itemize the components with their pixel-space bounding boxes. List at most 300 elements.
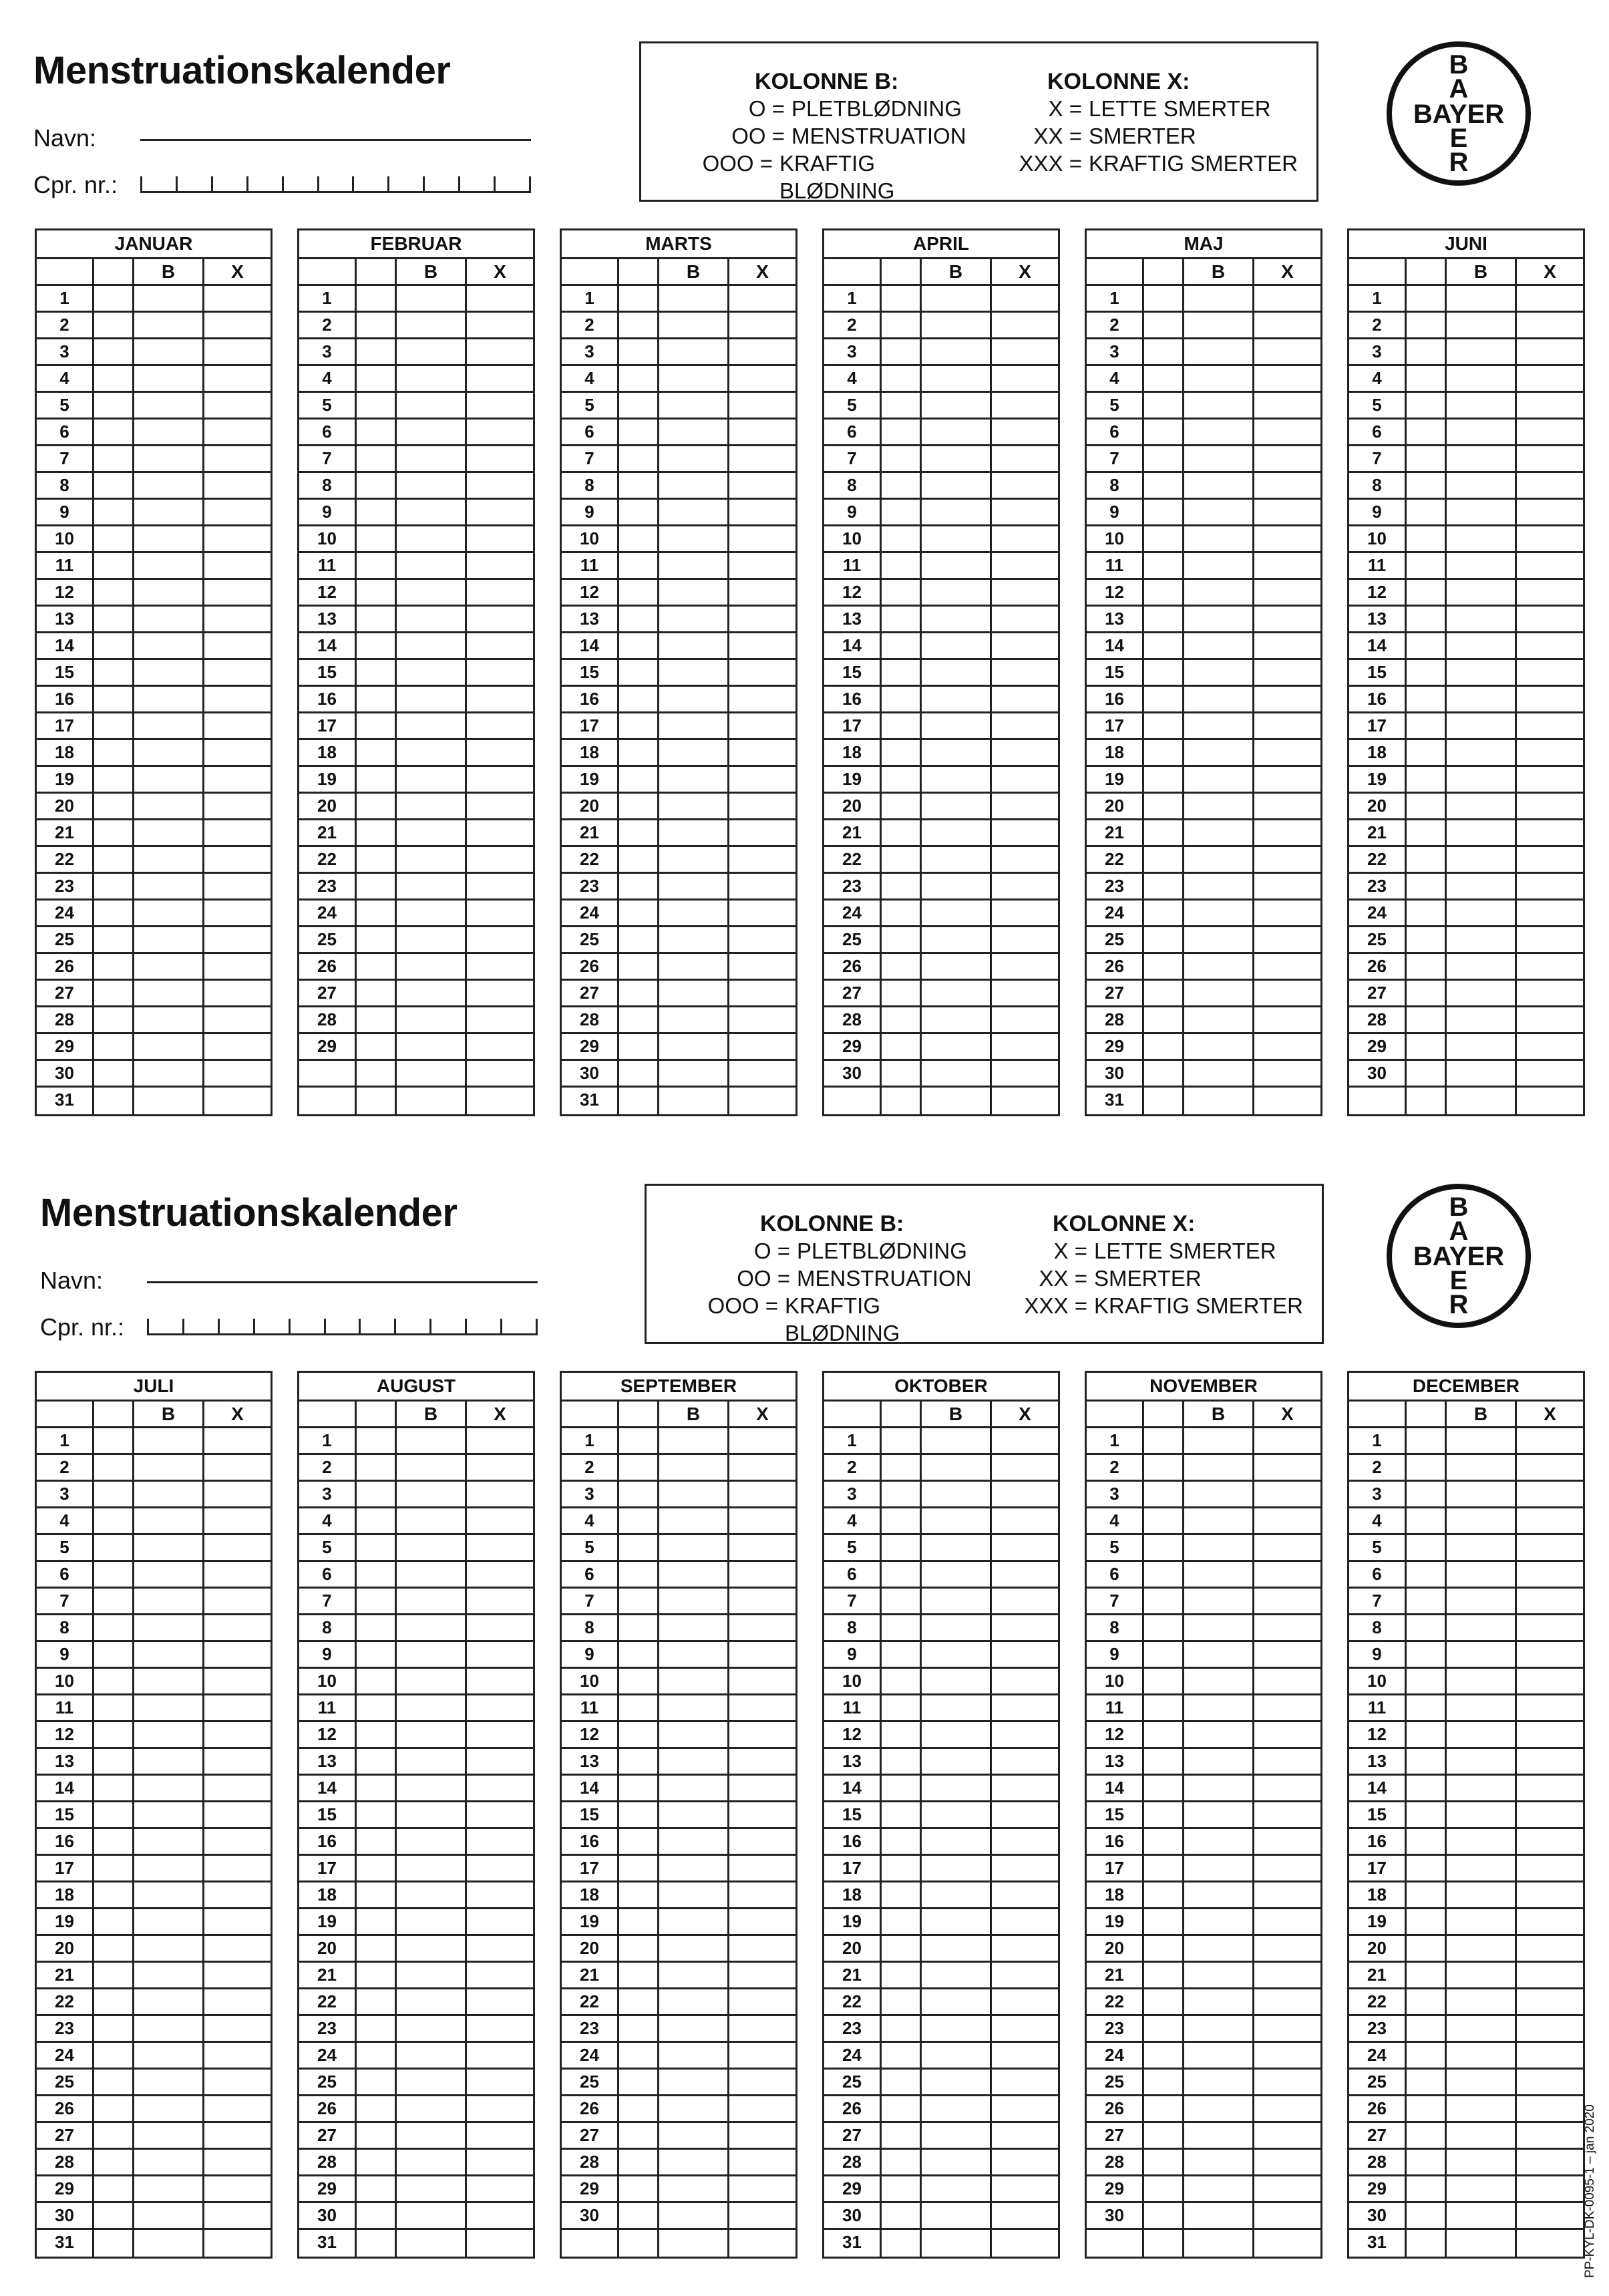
day-cell[interactable]: [94, 1482, 134, 1506]
column-b-cell[interactable]: [397, 1642, 467, 1667]
column-x-cell[interactable]: [1254, 2203, 1320, 2228]
day-cell[interactable]: [1144, 1749, 1184, 1774]
column-b-cell[interactable]: [922, 1061, 992, 1086]
day-cell[interactable]: [94, 874, 134, 898]
column-x-cell[interactable]: [729, 927, 795, 952]
day-cell[interactable]: [1407, 2176, 1447, 2201]
column-b-cell[interactable]: [134, 446, 204, 471]
column-b-cell[interactable]: [134, 1695, 204, 1720]
column-b-cell[interactable]: [134, 526, 204, 551]
column-x-cell[interactable]: [467, 660, 533, 685]
column-x-cell[interactable]: [729, 2176, 795, 2201]
column-b-cell[interactable]: [1184, 366, 1254, 391]
day-cell[interactable]: [357, 820, 397, 845]
day-cell[interactable]: [882, 1455, 922, 1480]
column-x-cell[interactable]: [467, 313, 533, 337]
day-cell[interactable]: [1407, 1007, 1447, 1032]
column-b-cell[interactable]: [922, 393, 992, 418]
day-cell[interactable]: [357, 1088, 397, 1114]
column-x-cell[interactable]: [729, 1589, 795, 1613]
column-x-cell[interactable]: [992, 2123, 1058, 2148]
day-cell[interactable]: [619, 1989, 659, 2014]
column-x-cell[interactable]: [992, 553, 1058, 578]
day-cell[interactable]: [882, 1088, 922, 1114]
column-b-cell[interactable]: [922, 1562, 992, 1587]
column-x-cell[interactable]: [1517, 1482, 1583, 1506]
day-cell[interactable]: [94, 473, 134, 498]
column-x-cell[interactable]: [467, 526, 533, 551]
column-b-cell[interactable]: [134, 580, 204, 605]
column-x-cell[interactable]: [467, 2150, 533, 2174]
column-x-cell[interactable]: [204, 820, 271, 845]
day-cell[interactable]: [882, 794, 922, 818]
day-cell[interactable]: [1144, 1909, 1184, 1934]
day-cell[interactable]: [1407, 1642, 1447, 1667]
day-cell[interactable]: [1407, 713, 1447, 738]
column-x-cell[interactable]: [467, 847, 533, 872]
day-cell[interactable]: [619, 2123, 659, 2148]
column-x-cell[interactable]: [1517, 767, 1583, 792]
column-x-cell[interactable]: [204, 1963, 271, 1987]
column-b-cell[interactable]: [134, 2203, 204, 2228]
column-x-cell[interactable]: [1254, 660, 1320, 685]
column-b-cell[interactable]: [922, 1589, 992, 1613]
day-cell[interactable]: [619, 1535, 659, 1560]
column-b-cell[interactable]: [1184, 2096, 1254, 2121]
day-cell[interactable]: [357, 393, 397, 418]
column-b-cell[interactable]: [397, 366, 467, 391]
column-b-cell[interactable]: [1184, 526, 1254, 551]
column-b-cell[interactable]: [659, 1963, 729, 1987]
column-b-cell[interactable]: [922, 2043, 992, 2068]
day-cell[interactable]: [357, 526, 397, 551]
day-cell[interactable]: [357, 1508, 397, 1533]
column-b-cell[interactable]: [922, 366, 992, 391]
column-x-cell[interactable]: [729, 1482, 795, 1506]
day-cell[interactable]: [94, 580, 134, 605]
column-b-cell[interactable]: [1184, 847, 1254, 872]
day-cell[interactable]: [1144, 286, 1184, 311]
column-x-cell[interactable]: [992, 687, 1058, 711]
column-x-cell[interactable]: [204, 900, 271, 925]
day-cell[interactable]: [882, 1482, 922, 1506]
column-x-cell[interactable]: [729, 713, 795, 738]
column-x-cell[interactable]: [467, 1936, 533, 1961]
day-cell[interactable]: [619, 981, 659, 1005]
column-b-cell[interactable]: [922, 2230, 992, 2257]
column-b-cell[interactable]: [922, 633, 992, 658]
column-b-cell[interactable]: [922, 1882, 992, 1907]
column-b-cell[interactable]: [134, 339, 204, 364]
column-x-cell[interactable]: [1254, 2123, 1320, 2148]
column-b-cell[interactable]: [1184, 660, 1254, 685]
day-cell[interactable]: [1144, 1508, 1184, 1533]
day-cell[interactable]: [357, 1802, 397, 1827]
column-b-cell[interactable]: [1447, 900, 1517, 925]
day-cell[interactable]: [619, 1088, 659, 1114]
column-x-cell[interactable]: [1517, 366, 1583, 391]
column-b-cell[interactable]: [922, 1695, 992, 1720]
day-cell[interactable]: [94, 660, 134, 685]
column-b-cell[interactable]: [397, 660, 467, 685]
column-b-cell[interactable]: [1447, 2123, 1517, 2148]
column-x-cell[interactable]: [992, 1722, 1058, 1747]
column-x-cell[interactable]: [467, 1642, 533, 1667]
day-cell[interactable]: [882, 286, 922, 311]
column-x-cell[interactable]: [992, 794, 1058, 818]
day-cell[interactable]: [1407, 2070, 1447, 2094]
column-x-cell[interactable]: [992, 740, 1058, 765]
column-b-cell[interactable]: [1184, 2016, 1254, 2041]
column-b-cell[interactable]: [659, 900, 729, 925]
column-x-cell[interactable]: [467, 1088, 533, 1114]
day-cell[interactable]: [1407, 687, 1447, 711]
column-b-cell[interactable]: [134, 553, 204, 578]
column-x-cell[interactable]: [1254, 2096, 1320, 2121]
column-x-cell[interactable]: [992, 1802, 1058, 1827]
day-cell[interactable]: [882, 2203, 922, 2228]
column-x-cell[interactable]: [204, 874, 271, 898]
day-cell[interactable]: [882, 1776, 922, 1800]
day-cell[interactable]: [619, 767, 659, 792]
day-cell[interactable]: [1144, 446, 1184, 471]
day-cell[interactable]: [1407, 1882, 1447, 1907]
column-b-cell[interactable]: [1447, 339, 1517, 364]
column-x-cell[interactable]: [1254, 1909, 1320, 1934]
day-cell[interactable]: [357, 713, 397, 738]
day-cell[interactable]: [1144, 794, 1184, 818]
day-cell[interactable]: [1407, 1909, 1447, 1934]
column-x-cell[interactable]: [467, 1963, 533, 1987]
day-cell[interactable]: [94, 2150, 134, 2174]
navn-field[interactable]: [147, 1281, 538, 1283]
column-b-cell[interactable]: [397, 687, 467, 711]
day-cell[interactable]: [619, 1749, 659, 1774]
day-cell[interactable]: [357, 900, 397, 925]
column-b-cell[interactable]: [397, 740, 467, 765]
day-cell[interactable]: [1144, 2230, 1184, 2257]
column-x-cell[interactable]: [204, 767, 271, 792]
day-cell[interactable]: [1407, 1061, 1447, 1086]
column-b-cell[interactable]: [397, 1776, 467, 1800]
column-b-cell[interactable]: [1447, 1428, 1517, 1453]
column-x-cell[interactable]: [1254, 874, 1320, 898]
column-b-cell[interactable]: [659, 820, 729, 845]
column-x-cell[interactable]: [204, 2176, 271, 2201]
column-b-cell[interactable]: [1184, 713, 1254, 738]
column-x-cell[interactable]: [729, 1007, 795, 1032]
column-x-cell[interactable]: [729, 1963, 795, 1987]
column-b-cell[interactable]: [397, 313, 467, 337]
column-b-cell[interactable]: [1184, 1508, 1254, 1533]
column-x-cell[interactable]: [1517, 954, 1583, 979]
column-x-cell[interactable]: [1254, 339, 1320, 364]
day-cell[interactable]: [357, 2123, 397, 2148]
day-cell[interactable]: [882, 500, 922, 524]
day-cell[interactable]: [1144, 366, 1184, 391]
day-cell[interactable]: [357, 1642, 397, 1667]
column-x-cell[interactable]: [1254, 1829, 1320, 1854]
column-x-cell[interactable]: [1517, 1722, 1583, 1747]
column-b-cell[interactable]: [922, 553, 992, 578]
column-b-cell[interactable]: [134, 1802, 204, 1827]
column-b-cell[interactable]: [922, 794, 992, 818]
column-b-cell[interactable]: [134, 1535, 204, 1560]
day-cell[interactable]: [619, 2203, 659, 2228]
day-cell[interactable]: [619, 1776, 659, 1800]
column-x-cell[interactable]: [992, 767, 1058, 792]
day-cell[interactable]: [1407, 339, 1447, 364]
day-cell[interactable]: [357, 1535, 397, 1560]
day-cell[interactable]: [1407, 1535, 1447, 1560]
column-x-cell[interactable]: [204, 1776, 271, 1800]
day-cell[interactable]: [882, 553, 922, 578]
column-x-cell[interactable]: [204, 2230, 271, 2257]
column-b-cell[interactable]: [1184, 740, 1254, 765]
day-cell[interactable]: [1144, 954, 1184, 979]
day-cell[interactable]: [1407, 553, 1447, 578]
day-cell[interactable]: [1144, 900, 1184, 925]
day-cell[interactable]: [1407, 526, 1447, 551]
day-cell[interactable]: [357, 874, 397, 898]
column-b-cell[interactable]: [1447, 366, 1517, 391]
column-x-cell[interactable]: [467, 794, 533, 818]
column-b-cell[interactable]: [1447, 313, 1517, 337]
column-b-cell[interactable]: [922, 1829, 992, 1854]
day-cell[interactable]: [357, 2043, 397, 2068]
column-b-cell[interactable]: [1447, 2176, 1517, 2201]
column-x-cell[interactable]: [1254, 2016, 1320, 2041]
column-b-cell[interactable]: [397, 553, 467, 578]
column-b-cell[interactable]: [922, 580, 992, 605]
column-b-cell[interactable]: [134, 874, 204, 898]
day-cell[interactable]: [882, 473, 922, 498]
day-cell[interactable]: [357, 500, 397, 524]
column-x-cell[interactable]: [1254, 1936, 1320, 1961]
column-x-cell[interactable]: [729, 2016, 795, 2041]
day-cell[interactable]: [1407, 2230, 1447, 2257]
column-x-cell[interactable]: [729, 1428, 795, 1453]
day-cell[interactable]: [882, 1034, 922, 1059]
column-b-cell[interactable]: [134, 1428, 204, 1453]
column-b-cell[interactable]: [659, 446, 729, 471]
day-cell[interactable]: [357, 1615, 397, 1640]
day-cell[interactable]: [882, 1669, 922, 1693]
day-cell[interactable]: [882, 1562, 922, 1587]
column-x-cell[interactable]: [467, 607, 533, 631]
column-b-cell[interactable]: [1184, 1455, 1254, 1480]
column-x-cell[interactable]: [204, 1034, 271, 1059]
column-b-cell[interactable]: [1184, 1936, 1254, 1961]
day-cell[interactable]: [94, 339, 134, 364]
day-cell[interactable]: [882, 1722, 922, 1747]
column-b-cell[interactable]: [397, 1428, 467, 1453]
column-b-cell[interactable]: [922, 1856, 992, 1880]
column-b-cell[interactable]: [659, 660, 729, 685]
day-cell[interactable]: [882, 874, 922, 898]
day-cell[interactable]: [94, 420, 134, 444]
day-cell[interactable]: [94, 1669, 134, 1693]
day-cell[interactable]: [882, 1936, 922, 1961]
column-b-cell[interactable]: [397, 767, 467, 792]
day-cell[interactable]: [357, 1776, 397, 1800]
column-b-cell[interactable]: [134, 2176, 204, 2201]
day-cell[interactable]: [619, 580, 659, 605]
day-cell[interactable]: [94, 1562, 134, 1587]
column-b-cell[interactable]: [397, 874, 467, 898]
day-cell[interactable]: [1407, 981, 1447, 1005]
day-cell[interactable]: [619, 1695, 659, 1720]
day-cell[interactable]: [94, 446, 134, 471]
column-x-cell[interactable]: [729, 393, 795, 418]
column-x-cell[interactable]: [729, 500, 795, 524]
day-cell[interactable]: [1144, 981, 1184, 1005]
day-cell[interactable]: [357, 1428, 397, 1453]
column-x-cell[interactable]: [204, 927, 271, 952]
day-cell[interactable]: [94, 981, 134, 1005]
day-cell[interactable]: [1144, 607, 1184, 631]
column-b-cell[interactable]: [922, 900, 992, 925]
day-cell[interactable]: [94, 1615, 134, 1640]
day-cell[interactable]: [1407, 420, 1447, 444]
column-x-cell[interactable]: [729, 1562, 795, 1587]
column-b-cell[interactable]: [1447, 420, 1517, 444]
day-cell[interactable]: [94, 553, 134, 578]
day-cell[interactable]: [1144, 313, 1184, 337]
day-cell[interactable]: [357, 847, 397, 872]
column-x-cell[interactable]: [729, 286, 795, 311]
column-x-cell[interactable]: [1254, 687, 1320, 711]
column-x-cell[interactable]: [467, 420, 533, 444]
column-b-cell[interactable]: [922, 2096, 992, 2121]
column-b-cell[interactable]: [1184, 1669, 1254, 1693]
column-x-cell[interactable]: [204, 366, 271, 391]
cpr-field[interactable]: [140, 167, 531, 193]
column-b-cell[interactable]: [659, 687, 729, 711]
column-b-cell[interactable]: [659, 2230, 729, 2257]
column-x-cell[interactable]: [204, 286, 271, 311]
day-cell[interactable]: [357, 1695, 397, 1720]
column-b-cell[interactable]: [1447, 1589, 1517, 1613]
day-cell[interactable]: [357, 2203, 397, 2228]
column-b-cell[interactable]: [397, 473, 467, 498]
column-x-cell[interactable]: [467, 393, 533, 418]
column-b-cell[interactable]: [1447, 1642, 1517, 1667]
column-b-cell[interactable]: [922, 1722, 992, 1747]
day-cell[interactable]: [357, 1061, 397, 1086]
day-cell[interactable]: [1407, 2096, 1447, 2121]
column-x-cell[interactable]: [729, 1088, 795, 1114]
day-cell[interactable]: [619, 1508, 659, 1533]
column-b-cell[interactable]: [134, 954, 204, 979]
column-x-cell[interactable]: [1517, 1589, 1583, 1613]
day-cell[interactable]: [1407, 2150, 1447, 2174]
column-x-cell[interactable]: [1517, 1829, 1583, 1854]
column-b-cell[interactable]: [922, 1642, 992, 1667]
column-x-cell[interactable]: [992, 1061, 1058, 1086]
column-x-cell[interactable]: [729, 339, 795, 364]
column-b-cell[interactable]: [659, 1508, 729, 1533]
column-b-cell[interactable]: [397, 1829, 467, 1854]
column-x-cell[interactable]: [204, 2043, 271, 2068]
day-cell[interactable]: [357, 420, 397, 444]
day-cell[interactable]: [619, 500, 659, 524]
column-b-cell[interactable]: [134, 2096, 204, 2121]
column-x-cell[interactable]: [204, 1802, 271, 1827]
column-x-cell[interactable]: [467, 1722, 533, 1747]
day-cell[interactable]: [1144, 1722, 1184, 1747]
column-b-cell[interactable]: [1184, 2203, 1254, 2228]
column-x-cell[interactable]: [204, 580, 271, 605]
column-b-cell[interactable]: [659, 1088, 729, 1114]
column-b-cell[interactable]: [397, 2230, 467, 2257]
column-x-cell[interactable]: [729, 954, 795, 979]
column-x-cell[interactable]: [204, 1856, 271, 1880]
column-b-cell[interactable]: [397, 2176, 467, 2201]
column-b-cell[interactable]: [397, 500, 467, 524]
day-cell[interactable]: [357, 366, 397, 391]
day-cell[interactable]: [1407, 900, 1447, 925]
column-b-cell[interactable]: [922, 954, 992, 979]
day-cell[interactable]: [882, 820, 922, 845]
column-x-cell[interactable]: [204, 1007, 271, 1032]
column-b-cell[interactable]: [922, 1615, 992, 1640]
column-x-cell[interactable]: [729, 1749, 795, 1774]
column-x-cell[interactable]: [1254, 981, 1320, 1005]
column-b-cell[interactable]: [1447, 1034, 1517, 1059]
column-b-cell[interactable]: [397, 1615, 467, 1640]
day-cell[interactable]: [1407, 1669, 1447, 1693]
column-b-cell[interactable]: [134, 1455, 204, 1480]
day-cell[interactable]: [1144, 2043, 1184, 2068]
column-b-cell[interactable]: [659, 1749, 729, 1774]
column-b-cell[interactable]: [659, 633, 729, 658]
day-cell[interactable]: [357, 607, 397, 631]
column-b-cell[interactable]: [1184, 1695, 1254, 1720]
day-cell[interactable]: [619, 740, 659, 765]
day-cell[interactable]: [94, 900, 134, 925]
column-x-cell[interactable]: [1254, 580, 1320, 605]
day-cell[interactable]: [619, 1034, 659, 1059]
column-x-cell[interactable]: [467, 473, 533, 498]
column-x-cell[interactable]: [204, 339, 271, 364]
column-b-cell[interactable]: [134, 927, 204, 952]
day-cell[interactable]: [882, 633, 922, 658]
column-x-cell[interactable]: [1254, 1508, 1320, 1533]
day-cell[interactable]: [94, 2016, 134, 2041]
day-cell[interactable]: [357, 339, 397, 364]
column-b-cell[interactable]: [397, 526, 467, 551]
column-b-cell[interactable]: [922, 1936, 992, 1961]
column-b-cell[interactable]: [1184, 580, 1254, 605]
column-x-cell[interactable]: [992, 2043, 1058, 2068]
column-x-cell[interactable]: [467, 633, 533, 658]
day-cell[interactable]: [882, 2176, 922, 2201]
column-x-cell[interactable]: [204, 1882, 271, 1907]
column-x-cell[interactable]: [992, 1455, 1058, 1480]
column-b-cell[interactable]: [1447, 2016, 1517, 2041]
day-cell[interactable]: [1144, 1615, 1184, 1640]
day-cell[interactable]: [882, 900, 922, 925]
day-cell[interactable]: [882, 2123, 922, 2148]
day-cell[interactable]: [1144, 847, 1184, 872]
column-b-cell[interactable]: [134, 2230, 204, 2257]
day-cell[interactable]: [94, 740, 134, 765]
column-x-cell[interactable]: [729, 366, 795, 391]
day-cell[interactable]: [619, 2176, 659, 2201]
column-b-cell[interactable]: [659, 580, 729, 605]
column-x-cell[interactable]: [1254, 794, 1320, 818]
